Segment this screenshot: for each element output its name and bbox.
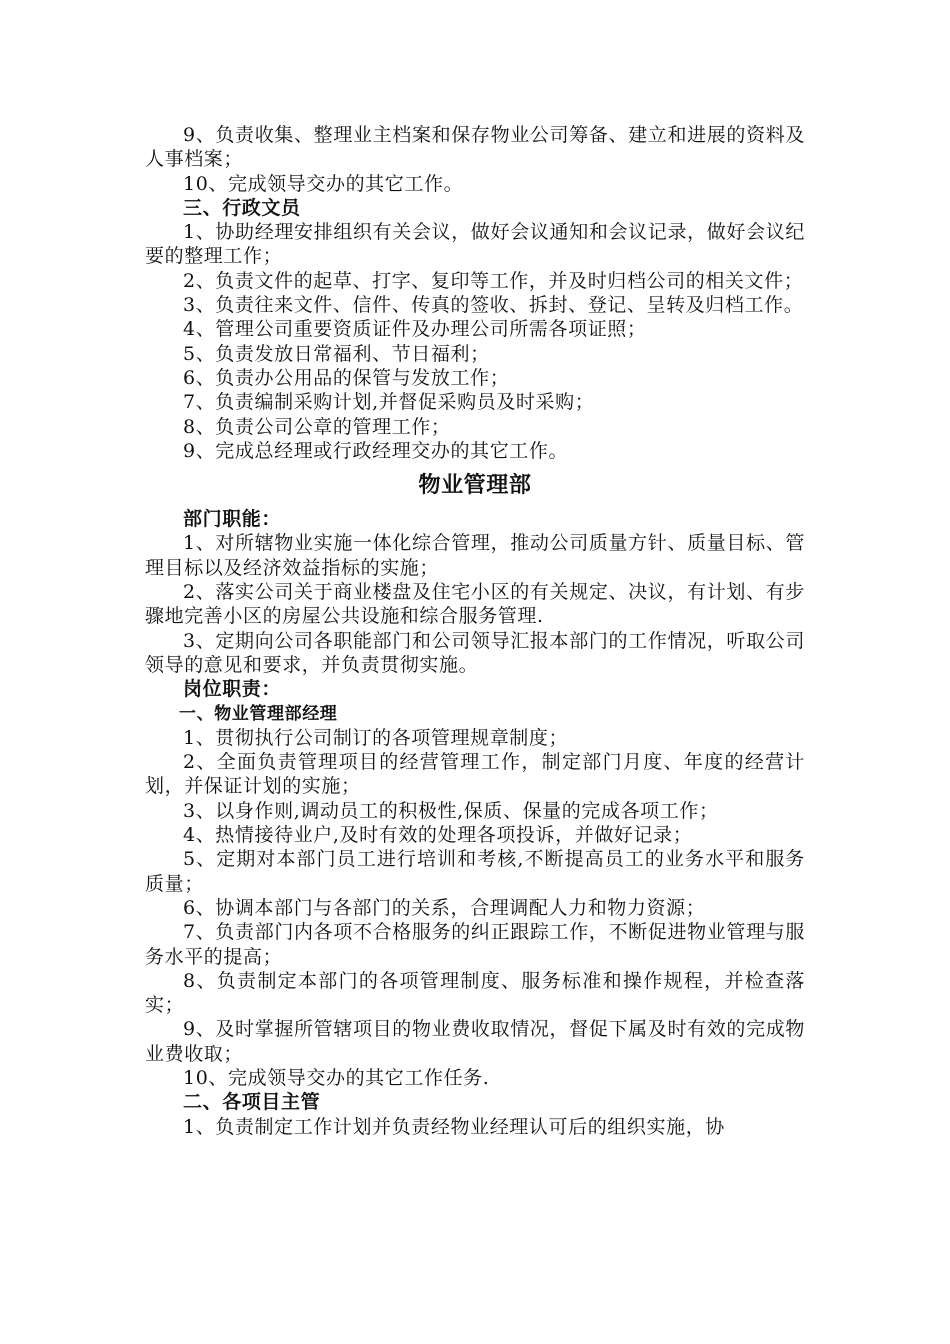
paragraph: 3、定期向公司各职能部门和公司领导汇报本部门的工作情况，听取公司领导的意见和要求，并负责贯彻实施。 xyxy=(145,629,805,676)
section-heading: 三、行政文员 xyxy=(183,196,301,219)
paragraph: 3、以身作则,调动员工的积极性,保质、保量的完成各项工作； xyxy=(183,799,719,822)
section-heading: 岗位职责： xyxy=(183,678,282,701)
paragraph: 9、完成总经理或行政经理交办的其它工作。 xyxy=(183,439,569,462)
paragraph: 8、负责公司公章的管理工作； xyxy=(183,415,451,438)
section-heading: 二、各项目主管 xyxy=(183,1091,321,1114)
paragraph: 10、完成领导交办的其它工作任务. xyxy=(183,1066,490,1089)
subsection-heading: 一、物业管理部经理 xyxy=(179,703,338,724)
paragraph: 7、负责编制采购计划,并督促采购员及时采购； xyxy=(183,391,595,414)
section-heading: 部门职能： xyxy=(183,508,282,531)
paragraph: 2、负责文件的起草、打字、复印等工作，并及时归档公司的相关文件； xyxy=(183,269,804,292)
paragraph: 7、负责部门内各项不合格服务的纠正跟踪工作，不断促进物业管理与服务水平的提高； xyxy=(145,921,805,968)
department-title: 物业管理部 xyxy=(418,473,532,499)
paragraph: 4、热情接待业户,及时有效的处理各项投诉，并做好记录； xyxy=(183,824,693,847)
paragraph: 1、协助经理安排组织有关会议，做好会议通知和会议记录，做好会议纪要的整理工作； xyxy=(145,221,805,268)
paragraph: 2、全面负责管理项目的经营管理工作，制定部门月度、年度的经营计划，并保证计划的实施； xyxy=(145,751,805,798)
paragraph: 1、贯彻执行公司制订的各项管理规章制度； xyxy=(183,726,569,749)
document-page xyxy=(145,123,805,1139)
paragraph: 3、负责往来文件、信件、传真的签收、拆封、登记、呈转及归档工作。 xyxy=(183,294,804,317)
paragraph: 4、管理公司重要资质证件及办理公司所需各项证照； xyxy=(183,318,647,341)
paragraph: 6、协调本部门与各部门的关系，合理调配人力和物力资源； xyxy=(183,896,706,919)
paragraph: 8、负责制定本部门的各项管理制度、服务标准和操作规程，并检查落实； xyxy=(145,969,805,1017)
paragraph: 5、定期对本部门员工进行培训和考核,不断提高员工的业务水平和服务质量； xyxy=(145,848,805,895)
paragraph: 9、及时掌握所管辖项目的物业费收取情况，督促下属及时有效的完成物业费收取； xyxy=(145,1018,805,1065)
paragraph: 9、负责收集、整理业主档案和保存物业公司筹备、建立和进展的资料及人事档案； xyxy=(145,124,805,171)
paragraph: 5、负责发放日常福利、节日福利； xyxy=(183,342,490,365)
paragraph: 6、负责办公用品的保管与发放工作； xyxy=(183,366,510,389)
paragraph: 1、对所辖物业实施一体化综合管理，推动公司质量方针、质量目标、管理目标以及经济效益指标的实施； xyxy=(145,532,805,579)
paragraph: 2、落实公司关于商业楼盘及住宅小区的有关规定、决议，有计划、有步骤地完善小区的房屋公共设施和综合服务管理. xyxy=(145,581,805,628)
paragraph: 10、完成领导交办的其它工作。 xyxy=(183,172,464,195)
paragraph: 1、负责制定工作计划并负责经物业经理认可后的组织实施，协 xyxy=(183,1115,725,1138)
